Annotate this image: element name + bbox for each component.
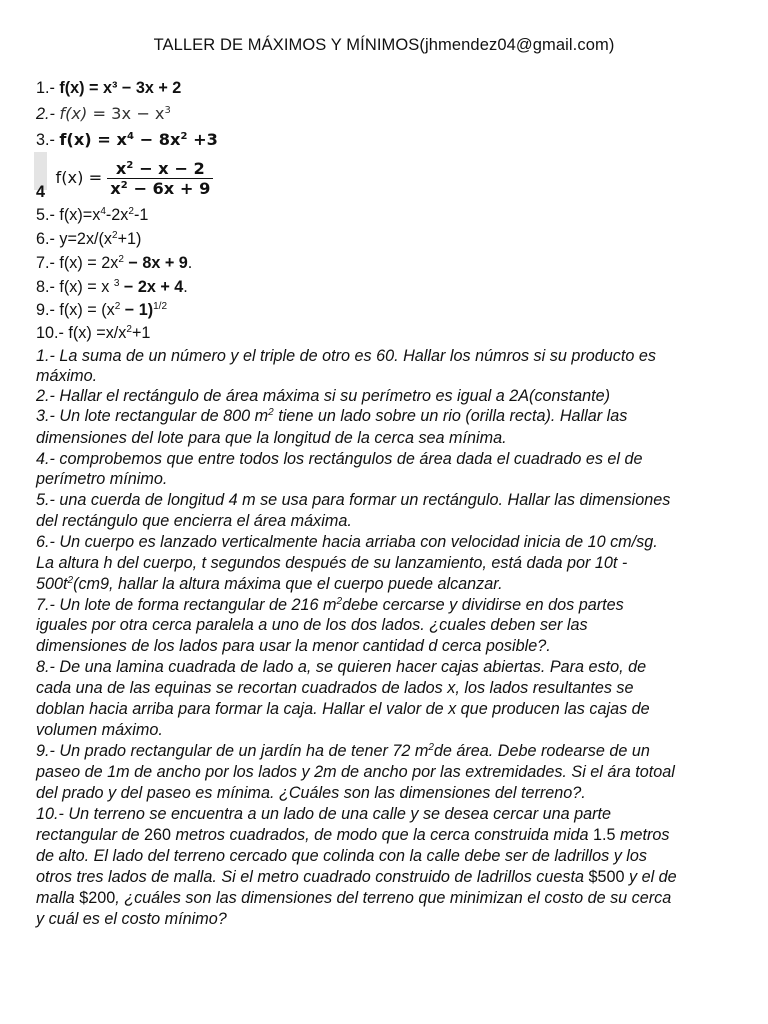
problem-3-line-2: dimensiones del lote para que la longitud de la cerca sea mínima. [36, 429, 507, 447]
problem-9-line-3: del prado y del paseo es mínima. ¿Cuáles son las dimensiones del terreno?. [36, 784, 586, 802]
item-number: 4 [36, 183, 46, 201]
exponent: 4 [126, 131, 134, 142]
problem-1-line-1: 1.- La suma de un número y el triple de otro es 60. Hallar los númros si su producto es [36, 347, 656, 365]
problem-2-line-1: 2.- Hallar el rectángulo de área máxima si su perímetro es igual a 2A(constante) [36, 387, 611, 405]
denominator: $x^2 - 6x + 9$ [110, 179, 211, 199]
problem-10-line-4: otros tres lados de malla. Si el metro cuadrado construido de ladrillos cuesta $500 y el de [36, 868, 677, 886]
problem-4-line-2: perímetro mínimo. [36, 470, 168, 488]
problem-9-line-2: paseo de 1m de ancho por los lados y 2m de ancho por las extremidades. Si el ára totoal [36, 763, 675, 781]
fraction [107, 159, 213, 198]
function-lhs: f(x) [59, 104, 88, 123]
function-1 [36, 78, 181, 98]
problem-10-line-2: rectangular de 260 metros cuadrados, de modo que la cerca construida mida 1.5 metros [36, 826, 670, 844]
exponent: 2 [180, 131, 188, 142]
item-number: 2.- [36, 105, 60, 123]
problem-7-line-1: 7.- Un lote de forma rectangular de 216 $m^2debe$ cercarse y dividirse en dos partes [36, 596, 624, 614]
function-6: 6.- $y=2x/(x^2+1)$ [36, 230, 142, 248]
problem-6-line-3: $500t^2(cm9$, hallar la altura máxima que el cuerpo puede alcanzar. [36, 575, 503, 593]
function-term: − 8x [133, 130, 181, 149]
problem-5-line-1: 5.- una cuerda de longitud 4 m se usa para formar un rectángulo. Hallar las dimensiones [36, 491, 671, 509]
function-3 [36, 130, 218, 150]
problem-8-line-4: volumen máximo. [36, 721, 163, 739]
problem-10-line-6: y cuál es el costo mínimo? [36, 910, 227, 928]
problem-8-line-3: doblan hacia arriba para formar la caja. Hallar el valor de x que producen las cajas de [36, 700, 650, 718]
function-10: 10.- $f(x) =x/x^2+1$ [36, 324, 151, 342]
problem-10-line-1: 10.- Un terreno se encuentra a un lado de una calle y se desea cercar una parte [36, 805, 612, 823]
problem-10-line-5: malla $200, ¿cuáles son las dimensiones del terreno que minimizan el costo de su cerca [36, 889, 672, 907]
function-lhs: f(x) = [55, 168, 108, 187]
problem-8-line-2: cada una de las equinas se recortan cuadrados de lados x, los lados resultantes se [36, 679, 634, 697]
page-title: TALLER DE MÁXIMOS Y MÍNIMOS(jhmendez04@gmail.com) [153, 36, 615, 54]
exponent: 3 [164, 105, 171, 116]
function-9: 9.- $f(x) = (x^2 - 1)^{1/2}$ [36, 301, 168, 319]
problem-7-line-3: dimensiones de los lados para usar la menor cantidad d cerca posible?. [36, 637, 551, 655]
problem-6-line-2: La altura h del cuerpo, t segundos después de su lanzamiento, está dada por 10t - [36, 554, 628, 572]
function-expression: f(x) = x³ − 3x + 2 [59, 79, 182, 97]
problem-10-line-3: de alto. El lado del terreno cercado que colinda con la calle debe ser de ladrillos y los [36, 847, 647, 865]
numerator: $x^2 - x - 2$ [107, 159, 213, 179]
problem-7-line-2: iguales por otra cerca paralela a uno de los dos lados. ¿cuales deben ser las [36, 616, 588, 634]
function-term: +3 [187, 130, 218, 149]
function-5: 5.- $f(x)=x^4-2x^2-1$ [36, 206, 149, 224]
function-7: 7.- $f(x) = 2x^2 - 8x + 9$. [36, 254, 193, 272]
function-rhs: = 3x − x [87, 104, 165, 123]
function-lhs: f(x) [59, 130, 92, 149]
problem-3-line-1: 3.- Un lote rectangular de 800 $m^2$ tiene un lado sobre un rio (orilla recta). Hallar las [36, 407, 628, 425]
problem-9-line-1: 9.- Un prado rectangular de un jardín ha de tener 72 $m^2de$ área. Debe rodearse de un [36, 742, 650, 760]
item-number: 3.- [36, 131, 60, 149]
problem-8-line-1: 8.- De una lamina cuadrada de lado a, se quieren hacer cajas abiertas. Para esto, de [36, 658, 647, 676]
item-number: 1.- [36, 79, 60, 97]
function-4 [36, 158, 213, 212]
function-2 [36, 104, 171, 124]
function-8: 8.- f(x) = x $^3$ − 2x + 4. [36, 278, 188, 296]
problem-4-line-1: 4.- comprobemos que entre todos los rectángulos de área dada el cuadrado es el de [36, 450, 643, 468]
problem-5-line-2: del rectángulo que encierra el área máxima. [36, 512, 352, 530]
problem-6-line-1: 6.- Un cuerpo es lanzado verticalmente hacia arriaba con velocidad inicia de 10 cm/sg. [36, 533, 658, 551]
problem-1-line-2: máximo. [36, 367, 98, 385]
function-term: = x [91, 130, 127, 149]
